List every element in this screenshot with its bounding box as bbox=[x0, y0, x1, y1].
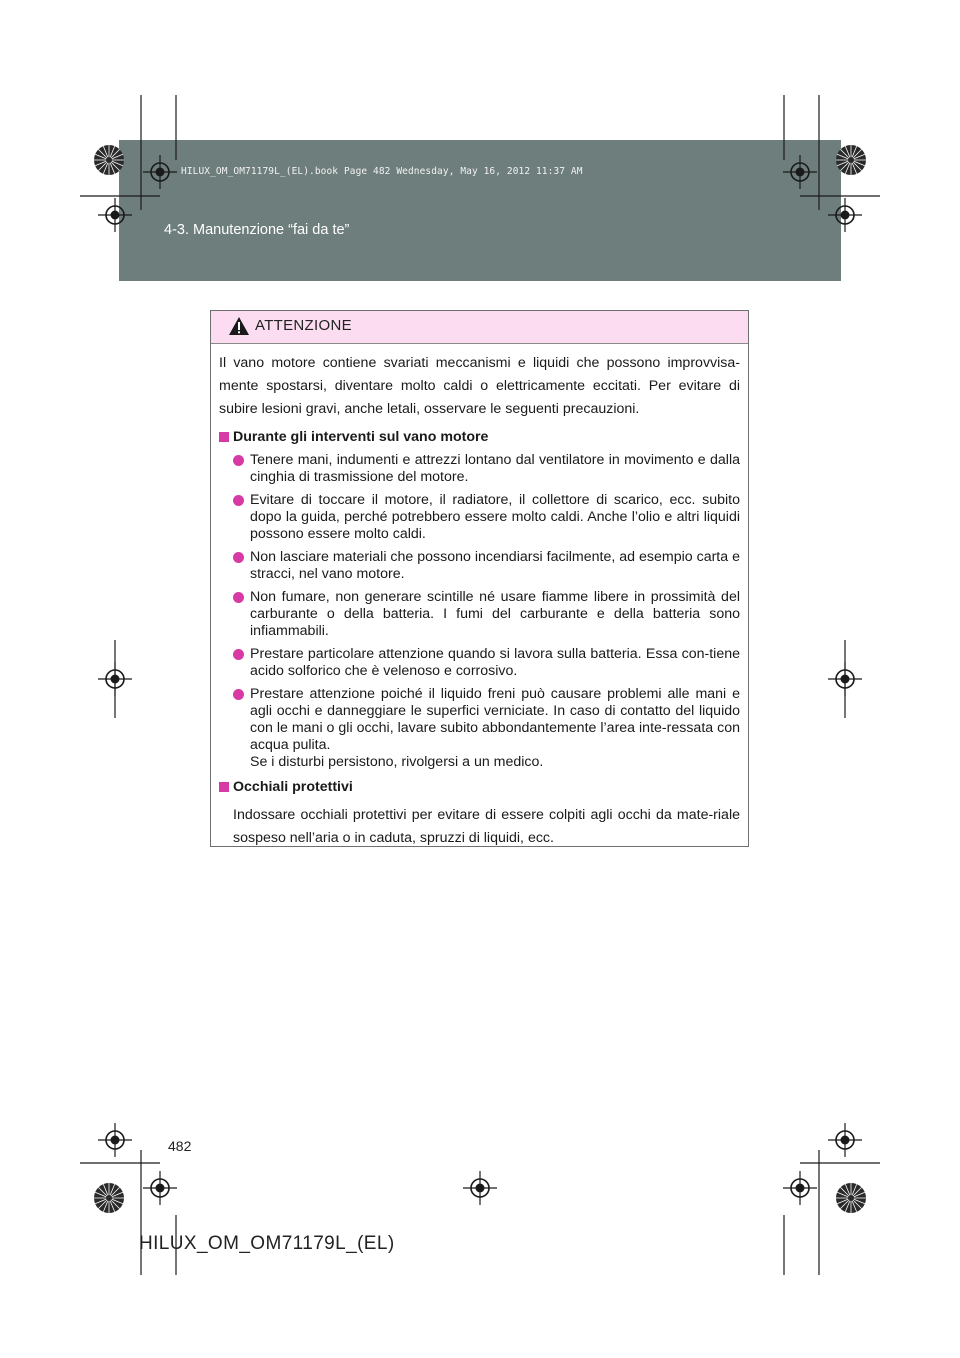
dot-bullet-icon bbox=[233, 455, 244, 466]
square-bullet-icon bbox=[219, 432, 229, 442]
header-band bbox=[119, 140, 841, 281]
list-item-note: Se i disturbi persistono, rivolgersi a un medico. bbox=[250, 754, 544, 770]
warning-box bbox=[210, 310, 749, 847]
list-item: Non lasciare materiali che possono incendiarsi facilmente, ad esempio carta e stracci, nel vano motore. bbox=[219, 549, 740, 583]
warning-body bbox=[211, 344, 748, 850]
section-text: Indossare occhiali protettivi per evitare di essere colpiti agli occhi da mate-riale sospeso nell’aria o in caduta, spruzzi di liquidi, ecc. bbox=[233, 807, 740, 846]
section-heading bbox=[219, 777, 740, 798]
book-stamp: HILUX_OM_OM71179L_(EL).book Page 482 Wednesday, May 16, 2012 11:37 AM bbox=[181, 166, 583, 177]
warning-title: ATTENZIONE bbox=[255, 317, 352, 334]
footer-code: HILUX_OM_OM71179L_(EL) bbox=[139, 1233, 395, 1254]
square-bullet-icon bbox=[219, 782, 229, 792]
dot-bullet-icon bbox=[233, 649, 244, 660]
list-item: Tenere mani, indumenti e attrezzi lontano dal ventilatore in movimento e dalla cinghia di trasmissione del motore. bbox=[219, 452, 740, 486]
list-item: Evitare di toccare il motore, il radiatore, il collettore di scarico, ecc. subito dopo la guida, perché potrebbero essere molto caldi. Anche l’olio e altri liquidi possono essere molto caldi. bbox=[219, 492, 740, 543]
section-heading-text: Occhiali protettivi bbox=[233, 779, 353, 795]
dot-bullet-icon bbox=[233, 689, 244, 700]
section-title: 4-3. Manutenzione “fai da te” bbox=[164, 222, 350, 238]
list-item: Prestare particolare attenzione quando si lavora sulla batteria. Essa con-tiene acido solforico che è velenoso e corrosivo. bbox=[219, 646, 740, 680]
section-heading bbox=[219, 427, 740, 448]
page-number: 482 bbox=[168, 1138, 192, 1154]
warning-header bbox=[211, 311, 748, 344]
list-item: Prestare attenzione poiché il liquido freni può causare problemi alle mani e agli occhi e danneggiare le superfici verniciate. In caso di contatto del liquido con le mani o gli occhi, lavare subito abbondantemente l’area inte-ressata con acqua pulita. Se i disturbi persistono, rivolgersi a un medico. bbox=[219, 686, 740, 771]
dot-bullet-icon bbox=[233, 592, 244, 603]
section-heading-text: Durante gli interventi sul vano motore bbox=[233, 429, 489, 445]
warning-icon bbox=[228, 316, 250, 336]
dot-bullet-icon bbox=[233, 495, 244, 506]
warning-intro: Il vano motore contiene svariati meccanismi e liquidi che possono improvvisa-mente spostarsi, diventare molto caldi o elettricamente eccitati. Per evitare di subire lesioni gravi, anche letali, osservare le seguenti precauzioni. bbox=[219, 355, 740, 417]
list-item: Non fumare, non generare scintille né usare fiamme libere in prossimità del carburante o della batteria. I fumi del carburante e della batteria sono infiammabili. bbox=[219, 589, 740, 640]
dot-bullet-icon bbox=[233, 552, 244, 563]
